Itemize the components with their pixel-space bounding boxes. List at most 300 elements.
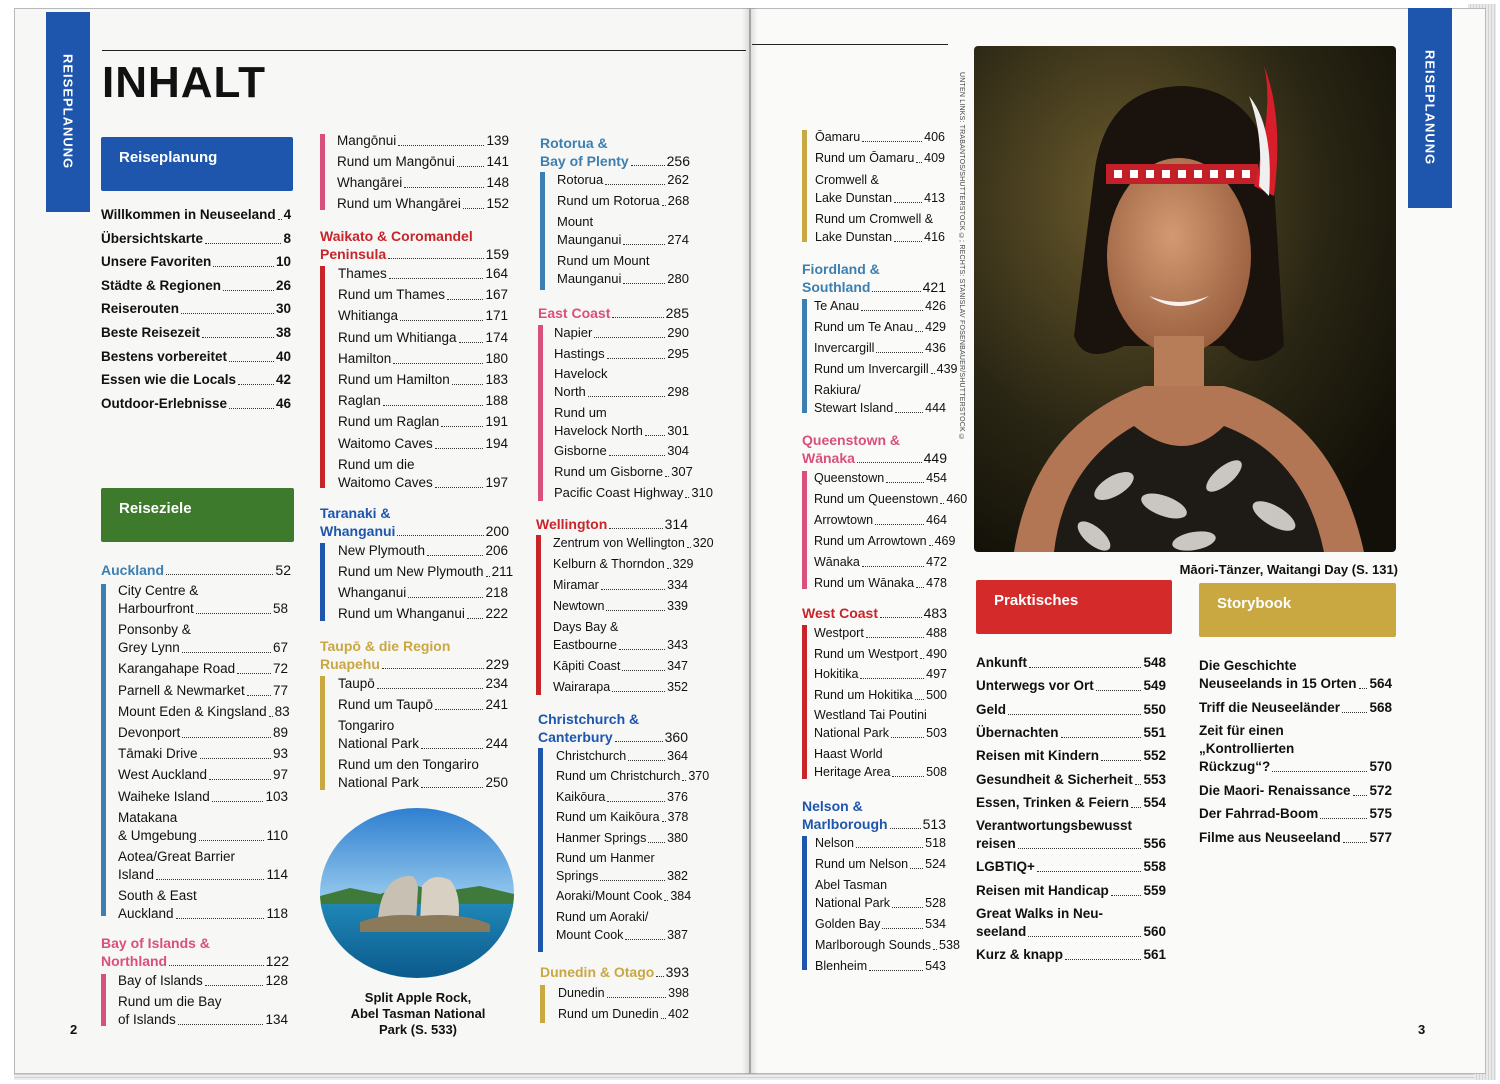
dot-leader (404, 187, 484, 188)
entry-label: Rund um Hamilton (338, 372, 450, 387)
toc-entry[interactable] (553, 678, 688, 696)
section-heading[interactable] (802, 797, 946, 833)
toc-entry[interactable] (118, 848, 288, 884)
section-heading[interactable] (320, 637, 509, 673)
dot-leader (1135, 784, 1142, 785)
entry-label: North (554, 384, 586, 400)
section-heading[interactable] (538, 710, 688, 746)
dot-leader (605, 184, 665, 185)
toc-entry[interactable] (556, 887, 692, 905)
toc-entry[interactable] (338, 696, 508, 714)
section-heading[interactable] (320, 227, 509, 263)
toc-entry[interactable] (338, 717, 508, 753)
entry-label: Rund um Gisborne (554, 464, 664, 479)
entry-line1: Rund um Cromwell & (815, 211, 934, 226)
toc-entry[interactable] (814, 645, 947, 663)
toc-entry[interactable] (814, 381, 946, 417)
toc-entry[interactable] (553, 657, 688, 675)
entry-page: 387 (667, 927, 688, 942)
entry-page: 67 (272, 640, 288, 656)
section-heading[interactable] (320, 504, 509, 540)
dot-leader (601, 589, 665, 590)
entry-page: 352 (667, 680, 688, 694)
entry-label: Golden Bay (815, 917, 881, 931)
section-page: 122 (265, 953, 289, 969)
dot-leader (452, 384, 484, 385)
toc-entry[interactable] (815, 876, 946, 912)
entry-label: Outdoor-Erlebnisse (101, 395, 228, 411)
section-page: 360 (664, 729, 688, 745)
entry-line2 (338, 474, 508, 492)
entry-line2 (976, 923, 1166, 941)
dot-leader (196, 613, 271, 614)
toc-entry[interactable] (338, 265, 508, 283)
entry-label: Karangahape Road (118, 661, 236, 677)
entry-page: 500 (926, 687, 947, 702)
entry-line1b: „Kontrollierten (1199, 741, 1295, 756)
toc-entry[interactable] (338, 286, 508, 304)
toc-entry[interactable] (553, 534, 714, 552)
entry-label: Reiserouten (101, 301, 180, 317)
toc-entry[interactable] (976, 677, 1166, 695)
maori-dancer-photo (974, 46, 1396, 552)
section-heading[interactable] (101, 934, 289, 970)
section-line2-text: Marlborough (802, 816, 888, 832)
toc-entry[interactable] (815, 834, 946, 852)
entry-label: Kurz & knapp (976, 947, 1064, 963)
toc-entry[interactable] (554, 484, 714, 502)
toc-entry[interactable] (814, 532, 956, 550)
toc-entry[interactable] (101, 371, 291, 389)
dot-leader (383, 405, 484, 406)
entry-page: 180 (485, 350, 508, 366)
toc-entry[interactable] (976, 946, 1166, 964)
toc-entry[interactable] (337, 132, 509, 150)
toc-entry[interactable] (815, 915, 946, 933)
toc-entry[interactable] (976, 858, 1166, 876)
toc-entry[interactable] (338, 371, 508, 389)
section-line1: Nelson & (802, 798, 863, 814)
entry-label: Rund um Wānaka (814, 576, 915, 590)
toc-entry[interactable] (101, 230, 291, 248)
toc-entry[interactable] (118, 745, 288, 763)
entry-page: 167 (485, 287, 508, 303)
toc-entry[interactable] (976, 747, 1166, 765)
entry-page: 378 (667, 810, 689, 825)
toc-entry[interactable] (338, 542, 508, 560)
entry-label: Grey Lynn (118, 640, 180, 656)
dot-leader (872, 291, 920, 292)
toc-entry[interactable] (101, 277, 291, 295)
toc-entry[interactable] (814, 665, 947, 683)
dot-leader (940, 503, 944, 504)
toc-entry[interactable] (338, 329, 508, 347)
toc-entry[interactable] (1199, 722, 1392, 776)
toc-entry[interactable] (814, 318, 946, 336)
section-page: 314 (664, 516, 688, 532)
entry-label: Waitomo Caves (338, 435, 433, 451)
toc-entry[interactable] (118, 972, 288, 990)
entry-page: 528 (925, 896, 946, 910)
toc-entry[interactable] (554, 345, 689, 363)
section-line1: Taupō & die Region (320, 638, 451, 654)
entry-label: Kāpiti Coast (553, 659, 621, 673)
entry-page: 206 (485, 543, 508, 558)
entry-label: Island (118, 867, 155, 882)
toc-entry[interactable] (118, 993, 288, 1029)
toc-entry[interactable] (556, 908, 688, 944)
entry-page: 436 (925, 341, 946, 355)
dot-leader (223, 290, 274, 291)
toc-entry[interactable] (118, 887, 288, 923)
entry-page: 426 (925, 299, 946, 313)
entry-label: Rund um Whangārei (337, 196, 461, 211)
toc-entry[interactable] (557, 192, 689, 210)
entry-page: 310 (691, 484, 714, 500)
entry-line2 (118, 600, 288, 618)
dot-leader (857, 462, 922, 463)
entry-page: 191 (485, 414, 508, 430)
entry-label: Zentrum von Wellington (553, 536, 685, 550)
dot-leader (869, 970, 923, 971)
toc-entry[interactable] (554, 324, 689, 342)
toc-entry[interactable] (337, 195, 509, 213)
toc-entry[interactable] (118, 788, 288, 806)
toc-entry[interactable] (814, 339, 946, 357)
dot-leader (398, 145, 484, 146)
toc-entry[interactable] (556, 829, 688, 847)
entry-label: Hamilton (338, 350, 392, 366)
toc-entry[interactable] (556, 849, 688, 885)
entry-line2 (814, 724, 947, 742)
toc-entry[interactable] (814, 469, 947, 487)
dot-leader (176, 918, 265, 919)
entry-page: 416 (924, 229, 945, 244)
toc-entry[interactable] (118, 809, 288, 845)
toc-entry[interactable] (338, 756, 508, 792)
dot-leader (625, 939, 665, 940)
entry-page: 174 (485, 329, 508, 345)
entry-page: 553 (1143, 771, 1166, 787)
dot-leader (427, 555, 483, 556)
entry-page: 439 (936, 362, 958, 376)
section-line (536, 515, 688, 533)
entry-page: 497 (926, 667, 947, 682)
section-heading[interactable] (802, 431, 947, 467)
toc-entry[interactable] (814, 553, 947, 571)
section-line (802, 604, 947, 622)
toc-entry[interactable] (118, 724, 288, 742)
entry-label: Rund um Whitianga (338, 329, 457, 345)
entry-line1: Great Walks in Neu- (976, 906, 1104, 921)
section-heading[interactable] (540, 134, 690, 170)
entry-line2 (338, 735, 508, 753)
dot-leader (229, 408, 274, 409)
entry-label: Gesundheit & Sicherheit (976, 771, 1133, 787)
toc-entry[interactable] (101, 395, 291, 413)
entry-label: Triff die Neuseeländer (1199, 699, 1341, 715)
entry-page: 568 (1369, 699, 1392, 715)
toc-entry[interactable] (814, 297, 946, 315)
dot-leader (1065, 959, 1141, 960)
entry-page: 413 (924, 190, 945, 205)
entry-page: 4 (283, 207, 292, 222)
toc-entry[interactable] (557, 252, 689, 288)
toc-entry[interactable] (118, 703, 288, 721)
toc-entry[interactable] (814, 490, 968, 508)
toc-entry[interactable] (554, 442, 689, 460)
toc-entry[interactable] (556, 747, 688, 765)
toc-entry[interactable] (815, 171, 945, 207)
toc-entry[interactable] (338, 350, 508, 368)
entry-line1: Cromwell & (815, 172, 879, 187)
entry-page: 152 (486, 196, 509, 211)
toc-entry[interactable] (815, 128, 945, 146)
dot-leader (421, 787, 483, 788)
entry-label: Napier (554, 325, 593, 340)
page-title: INHALT (102, 58, 267, 107)
section-line2-text: Canterbury (538, 729, 613, 745)
section-color-bar (802, 625, 807, 779)
entry-page: 30 (275, 301, 291, 317)
entry-label: Rund um Whanganui (338, 606, 465, 621)
dot-leader (382, 668, 484, 669)
toc-entry[interactable] (976, 905, 1166, 941)
entry-label: Rund um Westport (814, 646, 918, 661)
section-page: 285 (665, 305, 689, 321)
toc-entry[interactable] (554, 404, 689, 440)
entry-label: Rund um New Plymouth (338, 564, 484, 579)
toc-entry[interactable] (558, 984, 689, 1002)
toc-entry[interactable] (338, 675, 508, 693)
entry-page: 548 (1143, 655, 1166, 670)
toc-entry[interactable] (814, 686, 947, 704)
toc-entry[interactable] (556, 767, 710, 785)
entry-label: Miramar (553, 578, 599, 592)
section-heading[interactable] (802, 260, 946, 296)
entry-label: Lake Dunstan (815, 229, 893, 244)
toc-entry[interactable] (338, 563, 514, 581)
toc-entry[interactable] (814, 574, 947, 592)
toc-entry[interactable] (976, 882, 1166, 900)
section-line2 (320, 522, 509, 540)
toc-entry[interactable] (976, 817, 1166, 853)
toc-entry[interactable] (101, 348, 291, 366)
entry-page: 110 (266, 827, 288, 843)
toc-entry[interactable] (553, 576, 688, 594)
toc-entry[interactable] (814, 360, 958, 378)
toc-entry[interactable] (338, 413, 508, 431)
toc-entry[interactable] (558, 1005, 689, 1023)
toc-entry[interactable] (338, 456, 508, 492)
toc-entry[interactable] (1199, 829, 1392, 847)
toc-entry[interactable] (1199, 782, 1392, 800)
toc-entry[interactable] (815, 210, 945, 246)
toc-entry[interactable] (815, 936, 960, 954)
toc-entry[interactable] (1199, 699, 1392, 717)
dot-leader (931, 373, 935, 374)
section-page: 256 (666, 153, 690, 169)
toc-entry[interactable] (337, 153, 509, 171)
toc-entry[interactable] (337, 174, 509, 192)
entry-label: Geld (976, 701, 1007, 717)
toc-entry[interactable] (557, 171, 689, 189)
dot-leader (237, 673, 271, 674)
entry-page: 464 (926, 513, 947, 527)
entry-label: Rund um Ōamaru (815, 151, 915, 166)
toc-entry[interactable] (815, 149, 945, 167)
toc-entry[interactable] (118, 766, 288, 784)
entry-label: Unsere Favoriten (101, 254, 212, 270)
toc-entry[interactable] (101, 324, 291, 342)
toc-entry[interactable] (815, 855, 946, 873)
toc-entry[interactable] (118, 682, 288, 700)
toc-entry[interactable] (814, 511, 947, 529)
entry-page: 38 (275, 325, 291, 340)
dot-leader (882, 928, 923, 929)
dot-leader (1353, 795, 1368, 796)
toc-entry[interactable] (556, 808, 688, 826)
toc-entry[interactable] (814, 706, 947, 742)
section-line2 (802, 815, 946, 833)
toc-entry[interactable] (118, 660, 288, 678)
entry-page: 234 (485, 676, 508, 691)
storybook-box: Storybook (1199, 583, 1396, 637)
section-line2-text: Peninsula (320, 246, 387, 262)
dot-leader (400, 320, 483, 321)
entry-page: 454 (926, 471, 947, 485)
toc-entry[interactable] (338, 605, 508, 623)
entry-label: Lake Dunstan (815, 190, 893, 205)
entry-label: Arrowtown (814, 513, 874, 527)
toc-entry[interactable] (553, 618, 688, 654)
entry-line2 (814, 763, 947, 781)
entry-page: 58 (272, 601, 288, 616)
entry-line2 (556, 867, 688, 885)
toc-entry[interactable] (976, 794, 1166, 812)
entry-line2 (814, 399, 946, 417)
entry-line1: Rund um Hanmer (556, 851, 655, 865)
section-color-bar (101, 584, 106, 916)
entry-line2 (554, 383, 689, 401)
toc-entry[interactable] (338, 307, 508, 325)
section-heading[interactable] (536, 515, 688, 533)
dot-leader (205, 985, 264, 986)
entry-label: Essen wie die Locals (101, 372, 237, 388)
dot-leader (607, 358, 666, 359)
toc-entry[interactable] (976, 654, 1166, 672)
entry-page: 139 (486, 133, 509, 148)
entry-page: 8 (283, 230, 291, 246)
page-number-right: 3 (1418, 1022, 1426, 1037)
dot-leader (247, 695, 271, 696)
top-rule-right (752, 44, 948, 45)
toc-entry[interactable] (814, 745, 947, 781)
entry-label: Städte & Regionen (101, 277, 222, 293)
toc-entry[interactable] (554, 463, 693, 481)
dot-leader (645, 435, 665, 436)
entry-page: 339 (667, 599, 688, 613)
dot-leader (1061, 737, 1142, 738)
toc-entry[interactable] (976, 701, 1166, 719)
dot-leader (447, 299, 483, 300)
entry-label: Rund um Nelson (815, 857, 909, 871)
entry-label: Rund um Hokitika (814, 687, 913, 702)
entry-line2 (554, 422, 689, 440)
dot-leader (892, 776, 924, 777)
entry-page: 26 (275, 277, 291, 293)
entry-page: 42 (275, 372, 291, 388)
toc-entry[interactable] (556, 788, 688, 806)
praktisches-box: Praktisches (976, 580, 1172, 634)
toc-entry[interactable] (976, 724, 1166, 742)
entry-label: Rund um Christchurch (556, 769, 681, 784)
entry-page: 561 (1143, 947, 1166, 963)
toc-entry[interactable] (101, 253, 291, 271)
entry-page: 295 (667, 345, 689, 361)
dot-leader (212, 801, 264, 802)
section-line2 (320, 655, 509, 673)
entry-line2 (1199, 675, 1392, 693)
entry-page: 559 (1143, 882, 1166, 898)
section-line2 (802, 278, 946, 296)
entry-label: Whanganui (338, 585, 407, 600)
dot-leader (1101, 760, 1141, 761)
dot-leader (205, 243, 281, 244)
entry-label: Newtown (553, 599, 605, 613)
entry-label: Kelburn & Thorndon (553, 557, 665, 571)
toc-entry[interactable] (557, 213, 689, 249)
toc-entry[interactable] (814, 624, 947, 642)
dot-leader (667, 568, 671, 569)
section-line1: Christchurch & (538, 711, 640, 727)
entry-label: Parnell & Newmarket (118, 682, 245, 698)
toc-entry[interactable] (338, 435, 508, 453)
entry-label: Aoraki/Mount Cook (556, 889, 663, 904)
entry-page: 564 (1369, 676, 1392, 691)
dot-leader (1018, 848, 1142, 849)
toc-entry[interactable] (338, 584, 508, 602)
section-heading[interactable] (538, 304, 689, 322)
dot-leader (377, 688, 484, 689)
entry-label: Marlborough Sounds (815, 938, 932, 952)
toc-entry[interactable] (118, 582, 288, 618)
toc-entry[interactable] (101, 300, 291, 318)
photo-caption: Māori-Tänzer, Waitangi Day (S. 131) (1179, 562, 1398, 577)
section-heading[interactable] (802, 604, 947, 622)
section-heading[interactable] (540, 963, 689, 981)
dot-leader (182, 652, 271, 653)
entry-page: 575 (1369, 806, 1392, 821)
toc-entry[interactable] (554, 365, 689, 401)
section-heading[interactable] (101, 561, 291, 579)
dot-leader (1342, 712, 1367, 713)
dot-leader (213, 266, 274, 267)
toc-entry[interactable] (976, 771, 1166, 789)
toc-entry[interactable] (118, 621, 288, 657)
toc-entry[interactable] (338, 392, 508, 410)
toc-entry[interactable] (815, 957, 946, 975)
toc-entry[interactable] (553, 555, 694, 573)
entry-label: Rund um Thames (338, 287, 446, 303)
dot-leader (278, 219, 282, 220)
toc-entry[interactable] (1199, 805, 1392, 823)
toc-entry[interactable] (553, 597, 688, 615)
entry-label: Te Anau (814, 299, 860, 313)
toc-entry[interactable] (101, 206, 291, 224)
photo-credit: UNTEN LINKS: TRABANTOS/SHUTTERSTOCK ©; RECHTS: STANISLAV FOSENBAUER/SHUTTERSTOCK © (958, 72, 965, 442)
toc-entry[interactable] (1199, 657, 1392, 693)
